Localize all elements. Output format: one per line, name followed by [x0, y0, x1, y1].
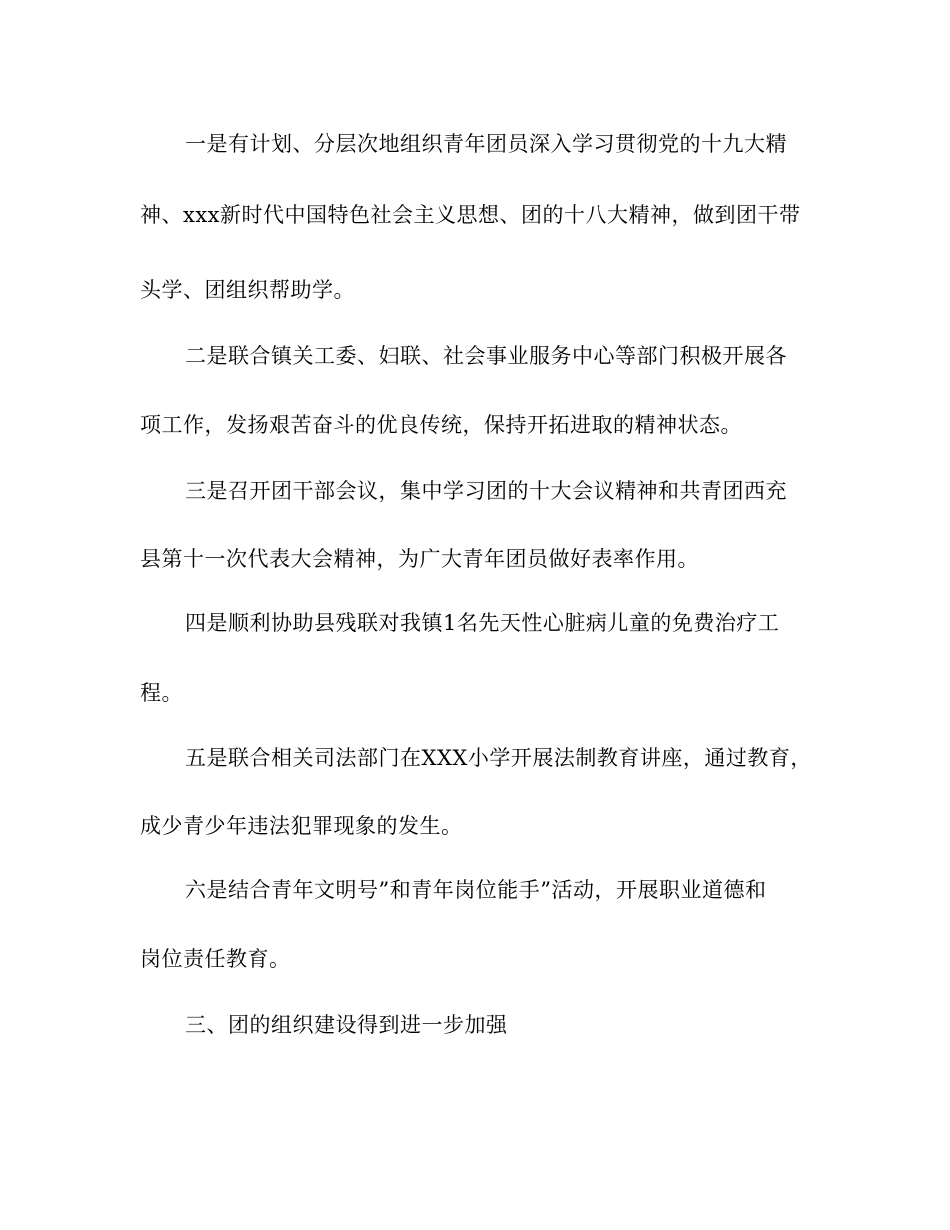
paragraph-2-line-1: 二是联合镇关工委、妇联、社会事业服务中心等部门积极开展各: [185, 344, 787, 368]
paragraph-1-line-3: 头学、团组织帮助学。: [140, 278, 355, 302]
paragraph-5-line-2: 成少青少年违法犯罪现象的发生。: [140, 814, 463, 838]
paragraph-2-line-2: 项工作，发扬艰苦奋斗的优良传统，保持开拓进取的精神状态。: [140, 413, 742, 437]
paragraph-4-line-1: 四是顺利协助县残联对我镇1名先天性心脏病儿童的免费治疗工: [185, 611, 780, 635]
paragraph-6-line-2: 岗位责任教育。: [140, 947, 291, 971]
section-heading: 三、团的组织建设得到进一步加强: [185, 1013, 508, 1037]
paragraph-1-line-2: 神、xxx新时代中国特色社会主义思想、团的十八大精神，做到团干带: [140, 203, 801, 227]
paragraph-1-line-1: 一是有计划、分层次地组织青年团员深入学习贯彻党的十九大精: [185, 132, 787, 156]
paragraph-5-line-1: 五是联合相关司法部门在XXX小学开展法制教育讲座，通过教育，: [185, 746, 812, 770]
paragraph-3-line-2: 县第十一次代表大会精神，为广大青年团员做好表率作用。: [140, 547, 699, 571]
paragraph-4-line-2: 程。: [140, 681, 183, 705]
paragraph-6-line-1: 六是结合青年文明号”和青年岗位能手”活动，开展职业道德和: [185, 878, 767, 902]
paragraph-3-line-1: 三是召开团干部会议，集中学习团的十大会议精神和共青团西充: [185, 479, 787, 503]
